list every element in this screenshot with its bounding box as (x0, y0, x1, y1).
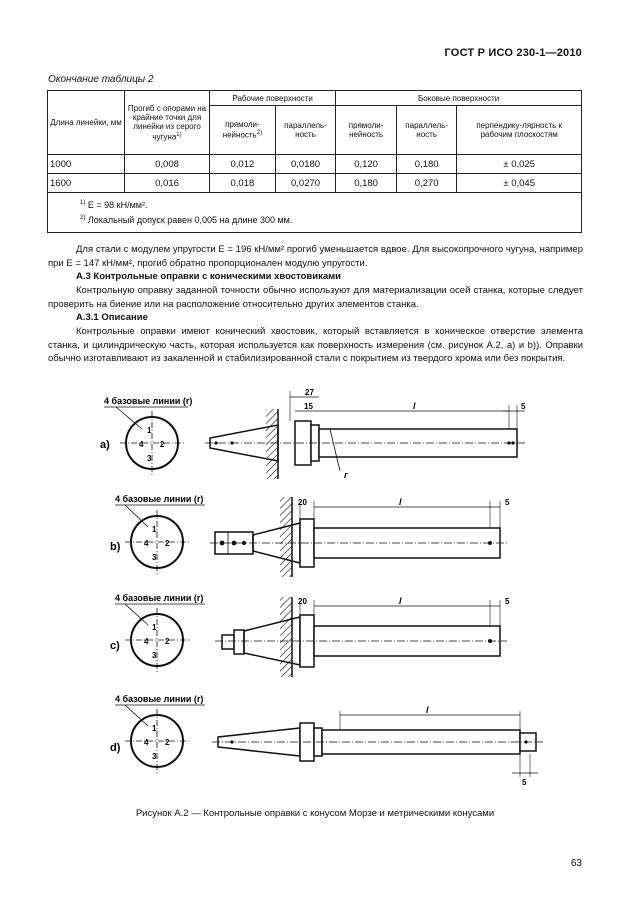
view-label-b: b) (110, 541, 121, 553)
svg-text:l: l (399, 497, 402, 507)
heading-a31: А.3.1 Описание (76, 312, 148, 323)
col-header-deflection: Прогиб с опорами на крайние точки для линейки из серого чугуна$^{1)}$ (125, 91, 210, 155)
cell: 0,0270 (275, 174, 336, 193)
group-header-working: Рабочие поверхности (210, 91, 336, 106)
cell: 0,008 (125, 155, 210, 174)
svg-text:3: 3 (152, 651, 157, 660)
footnote-1: $^{1)}$ E = 98 кН/мм². (80, 200, 148, 210)
paragraph-mandrels: Контрольную оправку заданной точности обычно используют для материализации осей станка, которые следует проверить на биение или на расположение относительно других элементов станка. (48, 285, 583, 310)
table-row (48, 174, 582, 193)
svg-text:l: l (426, 705, 429, 715)
cell: 0,012 (210, 155, 276, 174)
view-label-c: c) (110, 640, 120, 652)
svg-text:4: 4 (144, 539, 149, 548)
view-label-a: a) (100, 439, 110, 451)
svg-text:4: 4 (139, 440, 144, 449)
col-header-length: Длина линейки, мм (48, 91, 125, 155)
figure-a2-mandrels (0, 385, 630, 805)
svg-text:3: 3 (147, 454, 152, 463)
page-number: 63 (570, 858, 582, 869)
baselines-label-a: 4 базовые линии (r) (104, 396, 193, 406)
svg-text:2: 2 (165, 738, 170, 747)
cell: 1600 (48, 174, 125, 193)
svg-text:3: 3 (152, 752, 157, 761)
svg-text:5: 5 (505, 498, 510, 507)
heading-a3: А.3 Контрольные оправки с коническими хвостовиками (76, 271, 342, 282)
view-label-d: d) (110, 742, 121, 754)
view-a (100, 388, 526, 480)
view-c (110, 593, 510, 677)
paragraph-description: Контрольные оправки имеют конический хвостовик, который вставляется в коническое отверстие элемента станка, и цилиндрическую часть, которая используется как поверхность измерения (см. рисунок А.2, а) и b)). Оправки обычно изготавливают из закаленной и стабилизированной стали с покрытием из твердого хрома или без покрытия. (48, 326, 583, 364)
svg-text:1: 1 (152, 525, 157, 534)
cell: ± 0,045 (457, 174, 582, 193)
table-footnotes (48, 193, 582, 233)
sub-header-parallelism-side: параллель-ность (396, 106, 457, 155)
table-row (48, 155, 582, 174)
sub-header-straightness-side: прямоли-нейность (336, 106, 397, 155)
cell: ± 0,025 (457, 155, 582, 174)
cell: 0,016 (125, 174, 210, 193)
svg-text:l: l (399, 596, 402, 606)
group-header-side: Боковые поверхности (336, 91, 582, 106)
svg-text:15: 15 (304, 402, 313, 411)
svg-text:r: r (344, 470, 348, 480)
svg-text:l: l (413, 401, 416, 411)
svg-text:20: 20 (298, 498, 307, 507)
table-caption: Окончание таблицы 2 (48, 74, 154, 85)
baselines-label-d: 4 базовые линии (r) (115, 694, 204, 704)
standard-number: ГОСТ Р ИСО 230-1—2010 (444, 47, 582, 59)
svg-text:20: 20 (298, 597, 307, 606)
svg-text:1: 1 (152, 724, 157, 733)
svg-text:27: 27 (305, 388, 314, 397)
cell: 0,0180 (275, 155, 336, 174)
svg-text:3: 3 (152, 553, 157, 562)
svg-text:1: 1 (147, 426, 152, 435)
svg-text:5: 5 (522, 778, 527, 787)
svg-text:5: 5 (521, 402, 526, 411)
cell: 0,120 (336, 155, 397, 174)
svg-text:4: 4 (144, 637, 149, 646)
baselines-label-b: 4 базовые линии (r) (115, 494, 204, 504)
sub-header-perpendicularity: перпендику-лярность к рабочим плоскостям (457, 106, 582, 155)
cell: 0,180 (396, 155, 457, 174)
svg-text:2: 2 (160, 440, 165, 449)
tolerance-table (47, 90, 582, 233)
sub-header-parallelism-working: параллель-ность (275, 106, 336, 155)
sub-header-straightness-working: прямоли-нейность$^{2)}$ (210, 106, 276, 155)
cell: 0,180 (336, 174, 397, 193)
cell: 1000 (48, 155, 125, 174)
svg-text:5: 5 (505, 597, 510, 606)
baselines-label-c: 4 базовые линии (r) (115, 593, 204, 603)
figure-caption: Рисунок А.2 — Контрольные оправки с конусом Морзе и метрическими конусами (135, 808, 495, 819)
svg-text:2: 2 (165, 637, 170, 646)
footnote-2: $^{2)}$ Локальный допуск равен 0,005 на длине 300 мм. (80, 215, 293, 225)
cell: 0,270 (396, 174, 457, 193)
svg-text:2: 2 (165, 539, 170, 548)
paragraph-modulus: Для стали с модулем упругости E = 196 кН/мм² прогиб уменьшается вдвое. Для высокопрочного чугуна, например при E = 147 кН/мм², прогиб обратно пропорционален модулю упругости. (48, 244, 583, 269)
view-d (110, 694, 543, 787)
cell: 0,018 (210, 174, 276, 193)
view-b (110, 494, 510, 577)
svg-text:4: 4 (144, 738, 149, 747)
svg-text:1: 1 (152, 623, 157, 632)
